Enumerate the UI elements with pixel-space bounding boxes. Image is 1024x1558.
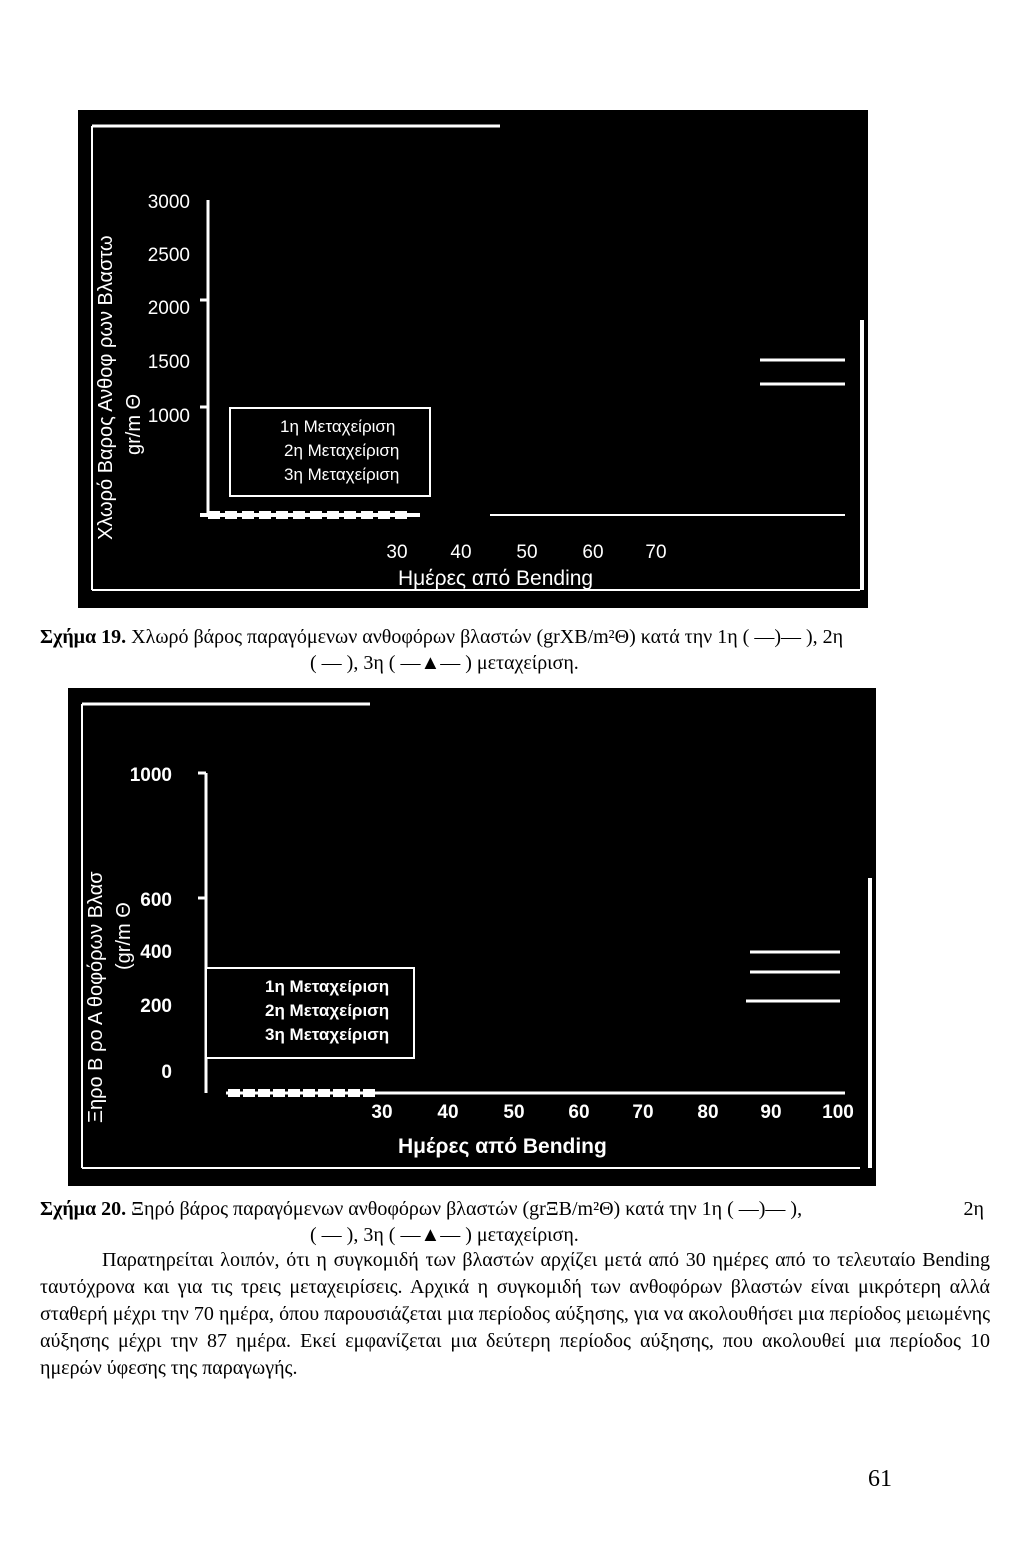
figure-20 — [0, 688, 1024, 1186]
data-point-marker — [318, 1089, 330, 1097]
x-tick-label: 40 — [437, 1102, 459, 1123]
x-tick-label: 30 — [386, 542, 408, 563]
caption-line-2: ( — ), 3η ( —▲— ) μεταχείριση. — [310, 1224, 579, 1246]
y-axis-label: Ξηρο Β ρο Α θοφόρων Βλασ — [85, 871, 107, 1123]
x-tick-label: 80 — [697, 1102, 719, 1123]
x-tick-label: 50 — [516, 542, 538, 563]
data-point-marker — [228, 1089, 240, 1097]
y-tick-label: 200 — [140, 996, 172, 1017]
figure-19-caption — [40, 624, 843, 676]
caption-line-1: Ξηρό βάρος παραγόμενων ανθοφόρων βλαστών (grΞΒ/m²Θ) κατά την 1η ( —)— ), — [131, 1198, 803, 1220]
figure-20-caption — [40, 1196, 984, 1248]
data-point-marker — [327, 511, 339, 519]
x-tick-label: 50 — [503, 1102, 525, 1123]
y-tick-label: 0 — [161, 1062, 172, 1083]
data-point-marker — [378, 511, 390, 519]
x-tick-label: 100 — [822, 1102, 854, 1123]
data-point-marker — [293, 511, 305, 519]
figure-20-chart — [0, 688, 1024, 1186]
legend-item-3: 3η Μεταχείριση — [265, 1025, 390, 1044]
y-tick-label: 400 — [140, 942, 172, 963]
data-point-marker — [361, 511, 373, 519]
legend-item-2: 2η Μεταχείριση — [284, 441, 400, 460]
data-point-marker — [273, 1089, 285, 1097]
caption-line-2: ( — ), 3η ( —▲— ) μεταχείριση. — [310, 652, 579, 674]
figure-19-chart — [0, 110, 1024, 608]
data-point-marker — [310, 511, 322, 519]
figure-19 — [0, 110, 1024, 608]
y-tick-label: 2000 — [147, 298, 190, 319]
x-tick-label: 90 — [760, 1102, 782, 1123]
legend-item-1: 1η Μεταχείριση — [265, 977, 390, 996]
caption-line-1-right: 2η — [963, 1198, 984, 1220]
data-point-marker — [363, 1089, 375, 1097]
data-point-marker — [395, 511, 407, 519]
body-paragraph-text: Παρατηρείται λοιπόν, ότι η συγκομιδή των βλαστών αρχίζει μετά από 30 ημέρες από το τελευταίο Bending ταυτόχρονα και για τις τρεις μεταχειρίσεις. Αρχικά η συγκομιδή των ανθοφόρων βλαστών είναι μικρότερη αλλά σταθερή μέχρι την 70 ημέρα, όπου παρουσιάζεται μια περίοδος αύξησης, για να ακολουθήσει μια περίοδος μειωμένης αύξησης μέχρι την 87 ημέρα. Εκεί εμφανίζεται μια δεύτερη περίοδος αύξησης, που ακολουθεί μια περίοδος 10 ημερών ύφεσης της παραγωγής. — [40, 1249, 990, 1379]
data-point-marker — [288, 1089, 300, 1097]
body-paragraph — [40, 1247, 990, 1382]
y-axis-units: (gr/m Θ — [113, 902, 135, 970]
x-axis-label: Ημέρες από Bending — [398, 567, 594, 590]
x-tick-label: 30 — [371, 1102, 393, 1123]
data-point-marker — [259, 511, 271, 519]
data-point-marker — [344, 511, 356, 519]
data-point-marker — [242, 511, 254, 519]
caption-label: Σχήμα 20. — [40, 1198, 127, 1220]
x-tick-label: 70 — [645, 542, 667, 563]
y-axis-units: gr/m Θ — [123, 393, 145, 455]
y-axis-label: Χλωρό Βαρος Ανθοφ ρων Βλαστω — [95, 235, 117, 540]
x-tick-label: 40 — [450, 542, 472, 563]
caption-line-1: Χλωρό βάρος παραγόμενων ανθοφόρων βλαστών (grΧΒ/m²Θ) κατά την 1η ( —)— ), 2η — [131, 626, 844, 648]
y-tick-label: 2500 — [147, 245, 190, 266]
data-point-marker — [225, 511, 237, 519]
legend-item-1: 1η Μεταχείριση — [280, 417, 396, 436]
data-point-marker — [276, 511, 288, 519]
y-tick-label: 1000 — [129, 765, 172, 786]
legend-item-3: 3η Μεταχείριση — [284, 465, 400, 484]
data-point-marker — [348, 1089, 360, 1097]
legend — [230, 408, 430, 496]
x-axis-label: Ημέρες από Bending — [398, 1135, 607, 1158]
y-tick-label: 3000 — [147, 192, 190, 213]
data-point-marker — [333, 1089, 345, 1097]
y-tick-label: 1500 — [147, 352, 190, 373]
y-tick-label: 1000 — [147, 406, 190, 427]
caption-label: Σχήμα 19. — [40, 626, 127, 648]
x-tick-label: 70 — [632, 1102, 654, 1123]
y-tick-label: 600 — [140, 890, 172, 911]
data-point-marker — [243, 1089, 255, 1097]
page-number: 61 — [868, 1466, 892, 1492]
data-point-marker — [303, 1089, 315, 1097]
x-tick-label: 60 — [582, 542, 604, 563]
data-point-marker — [208, 511, 220, 519]
data-point-marker — [258, 1089, 270, 1097]
legend-item-2: 2η Μεταχείριση — [265, 1001, 390, 1020]
legend — [206, 968, 414, 1058]
x-tick-label: 60 — [568, 1102, 590, 1123]
